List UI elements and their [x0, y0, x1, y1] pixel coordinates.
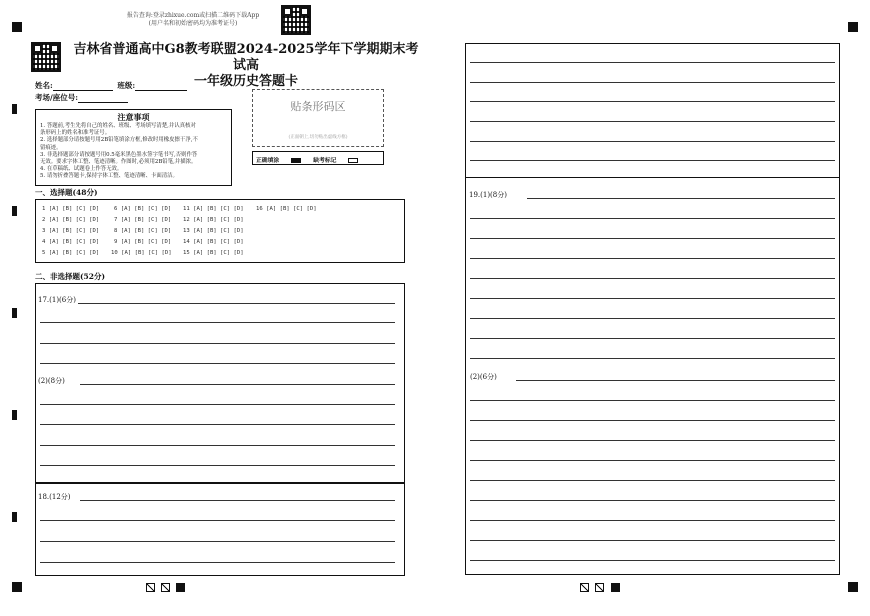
section-nonchoice-title: 二、非选择题(52分)	[35, 272, 106, 281]
side-mark	[12, 104, 17, 114]
question-19-1-label: 19.(1)(8分)	[469, 191, 507, 199]
choice-row-3[interactable]: 3 [A] [B] [C] [D]	[42, 228, 100, 234]
student-qr-code	[31, 42, 61, 72]
room-seat-label: 考场/座位号:	[35, 93, 79, 102]
answer-line	[75, 303, 395, 304]
notice-item: 1. 答题前,考生先将自己的姓名、班级、考场填写清楚,并认真核对	[40, 123, 196, 129]
room-seat-input-line[interactable]	[78, 94, 128, 103]
notice-item: 留痕迹。	[40, 144, 62, 151]
notice-title: 注意事项	[117, 112, 150, 122]
answer-line	[516, 380, 835, 381]
answer-line	[470, 520, 835, 521]
choice-row-5[interactable]: 5 [A] [B] [C] [D]	[42, 250, 100, 256]
answer-line	[470, 420, 835, 421]
notice-item: 2. 选择题部分请按题号用2B铅笔填涂方框,修改时用橡皮擦干净,不	[40, 137, 198, 144]
choice-row-15[interactable]: 15 [A] [B] [C] [D]	[183, 250, 244, 256]
answer-line	[40, 343, 395, 344]
answer-line	[470, 480, 835, 481]
class-input-line[interactable]	[135, 82, 187, 91]
choice-row-6[interactable]: 6 [A] [B] [C] [D]	[114, 206, 172, 212]
answer-line	[470, 318, 835, 319]
corner-mark-top-left	[12, 22, 22, 32]
choice-row-2[interactable]: 2 [A] [B] [C] [D]	[42, 217, 100, 223]
page-mark	[176, 583, 185, 592]
answer-line	[470, 338, 835, 339]
legend-correct-swatch	[291, 158, 301, 163]
answer-line	[40, 520, 395, 521]
answer-divider	[465, 177, 840, 178]
choice-row-13[interactable]: 13 [A] [B] [C] [D]	[183, 228, 244, 234]
answer-box-right[interactable]	[465, 43, 840, 575]
page-title-line2: 一年级历史答题卡	[193, 74, 298, 89]
notice-box	[35, 109, 232, 186]
corner-mark-bottom-right	[848, 582, 858, 592]
answer-line	[470, 540, 835, 541]
name-field	[35, 80, 187, 91]
fill-legend	[252, 151, 384, 165]
choice-row-14[interactable]: 14 [A] [B] [C] [D]	[183, 239, 244, 245]
report-notice-line2: (用户名和初始密码均为准考证号)	[148, 20, 238, 27]
barcode-hint: (正面朝上,切勿贴出虚线方框)	[288, 135, 348, 140]
room-seat-field	[35, 92, 128, 103]
choice-row-1[interactable]: 1 [A] [B] [C] [D]	[42, 206, 100, 212]
choice-row-16[interactable]: 16 [A] [B] [C] [D]	[256, 206, 317, 212]
answer-line	[470, 358, 835, 359]
page-mark	[161, 583, 170, 592]
name-input-line[interactable]	[53, 82, 113, 91]
class-label: 班级:	[117, 81, 136, 90]
answer-line	[470, 141, 835, 142]
answer-line	[470, 238, 835, 239]
answer-line	[470, 258, 835, 259]
notice-item: 5. 请勿折叠答题卡,保持字体工整、笔迹清晰、卡面清洁。	[40, 173, 178, 180]
notice-item: 4. 在草稿纸、试题卷上作答无效。	[40, 166, 123, 173]
answer-line	[40, 322, 395, 323]
barcode-title: 贴条形码区	[290, 100, 346, 113]
barcode-area	[252, 89, 384, 147]
question-17-2-label: (2)(8分)	[38, 377, 65, 385]
choice-row-11[interactable]: 11 [A] [B] [C] [D]	[183, 206, 244, 212]
choice-row-8[interactable]: 8 [A] [B] [C] [D]	[114, 228, 172, 234]
answer-line	[470, 560, 835, 561]
page-title-line1: 吉林省普通高中G8教考联盟2024-2025学年下学期期末考试高	[73, 42, 419, 73]
answer-line	[470, 440, 835, 441]
answer-box-q17[interactable]	[35, 283, 405, 483]
choice-row-4[interactable]: 4 [A] [B] [C] [D]	[42, 239, 100, 245]
side-mark	[12, 410, 17, 420]
notice-item: 条形码上的姓名和准考证号。	[40, 130, 111, 137]
legend-correct-label: 正确填涂	[256, 158, 280, 164]
notice-item: 3. 非选择题部分请按题号用0.5毫米黑色墨水签字笔书写,否则作答	[40, 151, 198, 158]
answer-line	[527, 198, 835, 199]
question-19-2-label: (2)(6分)	[470, 373, 497, 381]
answer-line	[40, 465, 395, 466]
choice-row-10[interactable]: 10 [A] [B] [C] [D]	[111, 250, 172, 256]
answer-line	[470, 298, 835, 299]
page-mark	[611, 583, 620, 592]
page-mark	[580, 583, 589, 592]
notice-item: 无效。要求字体工整、笔迹清晰。作图时,必须用2B铅笔,并描浓。	[40, 159, 197, 166]
answer-line	[470, 121, 835, 122]
answer-line	[80, 500, 395, 501]
answer-line	[80, 384, 395, 385]
question-17-1-label: 17.(1)(6分)	[38, 296, 76, 304]
corner-mark-top-right	[848, 22, 858, 32]
choice-row-12[interactable]: 12 [A] [B] [C] [D]	[183, 217, 244, 223]
answer-line	[470, 400, 835, 401]
report-notice-line1: 报告查询:登录zhixue.com或扫描二维码下载App	[126, 12, 260, 19]
side-mark	[12, 308, 17, 318]
answer-line	[470, 500, 835, 501]
choice-row-9[interactable]: 9 [A] [B] [C] [D]	[114, 239, 172, 245]
legend-missing-checkbox[interactable]	[348, 158, 358, 163]
section-choice-title: 一、选择题(48分)	[35, 188, 98, 197]
report-notice	[118, 12, 268, 28]
answer-line	[40, 445, 395, 446]
answer-line	[40, 562, 395, 563]
answer-line	[40, 404, 395, 405]
page-mark	[146, 583, 155, 592]
answer-line	[470, 101, 835, 102]
answer-line	[40, 363, 395, 364]
answer-line	[470, 82, 835, 83]
app-qr-code	[281, 5, 311, 35]
page-mark	[595, 583, 604, 592]
answer-line	[40, 424, 395, 425]
side-mark	[12, 512, 17, 522]
answer-line	[470, 278, 835, 279]
answer-line	[40, 541, 395, 542]
question-18-label: 18.(12分)	[38, 493, 71, 501]
side-mark	[12, 206, 17, 216]
answer-line	[470, 218, 835, 219]
legend-missing-label: 缺考标记	[313, 158, 337, 164]
choice-row-7[interactable]: 7 [A] [B] [C] [D]	[114, 217, 172, 223]
answer-line	[470, 62, 835, 63]
name-label: 姓名:	[35, 81, 53, 90]
answer-line	[470, 160, 835, 161]
corner-mark-bottom-left	[12, 582, 22, 592]
answer-line	[470, 460, 835, 461]
